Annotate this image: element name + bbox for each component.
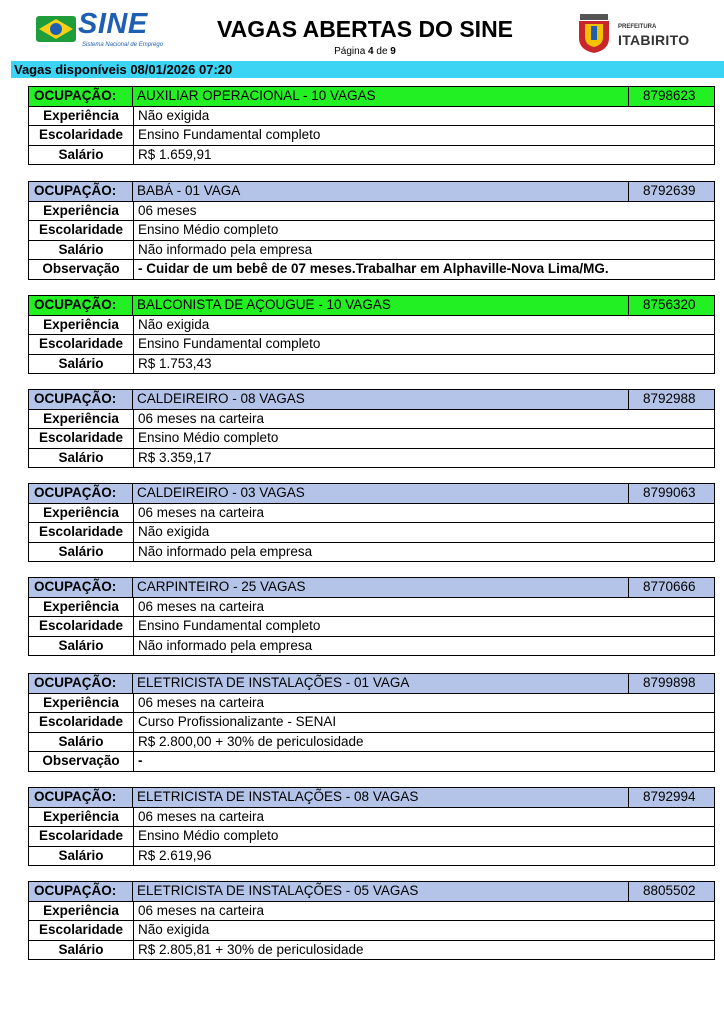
salary-row	[29, 354, 714, 374]
job-card	[28, 86, 715, 165]
occupation-title: ELETRICISTA DE INSTALAÇÕES - 08 VAGAS	[137, 789, 419, 804]
education-row	[29, 334, 714, 354]
experience-row	[29, 201, 714, 221]
observation-value: - Cuidar de um bebê de 07 meses.Trabalhar em Alphaville-Nova Lima/MG.	[138, 261, 609, 277]
experience-value: Não exigida	[138, 316, 210, 332]
salary-label: Salário	[29, 733, 134, 752]
occupation-title: BABÁ - 01 VAGA	[137, 183, 241, 198]
experience-label: Experiência	[29, 902, 134, 921]
education-value: Ensino Médio completo	[138, 222, 279, 238]
education-row	[29, 220, 714, 240]
job-code: 8799063	[628, 484, 714, 503]
salary-label: Salário	[29, 355, 134, 374]
experience-label: Experiência	[29, 694, 134, 713]
salary-label: Salário	[29, 146, 134, 165]
job-header-row	[29, 87, 714, 106]
salary-value: Não informado pela empresa	[138, 241, 313, 257]
occupation-label: OCUPAÇÃO:	[29, 87, 133, 106]
experience-value: 06 meses na carteira	[138, 504, 265, 520]
education-row	[29, 522, 714, 542]
occupation-title: CARPINTEIRO - 25 VAGAS	[137, 579, 306, 594]
observation-label: Observação	[29, 260, 134, 279]
education-row	[29, 428, 714, 448]
experience-value: 06 meses na carteira	[138, 902, 265, 918]
education-label: Escolaridade	[29, 335, 134, 354]
education-value: Ensino Fundamental completo	[138, 618, 321, 634]
job-code: 8798623	[628, 87, 714, 106]
salary-label: Salário	[29, 847, 134, 866]
experience-label: Experiência	[29, 107, 134, 126]
occupation-label: OCUPAÇÃO:	[29, 788, 133, 807]
occupation-label: OCUPAÇÃO:	[29, 390, 133, 409]
sine-logo-text: SINE	[78, 8, 148, 40]
job-header-row	[29, 788, 714, 807]
experience-value: 06 meses na carteira	[138, 808, 265, 824]
job-code: 8792994	[628, 788, 714, 807]
sine-logo-subtitle: Sistema Nacional de Emprego	[82, 42, 164, 48]
education-label: Escolaridade	[29, 617, 134, 636]
education-value: Não exigida	[138, 922, 210, 938]
prefeitura-logo	[574, 12, 694, 54]
salary-row	[29, 636, 714, 656]
page-header	[0, 0, 724, 60]
job-card	[28, 577, 715, 656]
experience-row	[29, 409, 714, 429]
education-value: Ensino Fundamental completo	[138, 336, 321, 352]
job-code: 8770666	[628, 578, 714, 597]
job-header-row	[29, 182, 714, 201]
salary-label: Salário	[29, 543, 134, 562]
education-row	[29, 920, 714, 940]
education-label: Escolaridade	[29, 523, 134, 542]
occupation-title: AUXILIAR OPERACIONAL - 10 VAGAS	[137, 88, 376, 103]
salary-label: Salário	[29, 241, 134, 260]
job-card	[28, 787, 715, 866]
job-card	[28, 881, 715, 960]
occupation-label: OCUPAÇÃO:	[29, 296, 133, 315]
occupation-label: OCUPAÇÃO:	[29, 674, 133, 693]
job-header-row	[29, 390, 714, 409]
occupation-label: OCUPAÇÃO:	[29, 882, 133, 901]
salary-row	[29, 448, 714, 468]
education-value: Ensino Médio completo	[138, 828, 279, 844]
job-code: 8792988	[628, 390, 714, 409]
availability-date-bar: Vagas disponíveis 08/01/2026 07:20	[11, 61, 724, 78]
observation-row	[29, 259, 714, 279]
brazil-flag-icon	[36, 12, 76, 46]
education-row	[29, 616, 714, 636]
education-label: Escolaridade	[29, 827, 134, 846]
salary-row	[29, 240, 714, 260]
education-value: Ensino Fundamental completo	[138, 127, 321, 143]
job-card	[28, 483, 715, 562]
education-row	[29, 125, 714, 145]
sine-logo	[36, 10, 166, 54]
experience-row	[29, 693, 714, 713]
education-label: Escolaridade	[29, 126, 134, 145]
salary-row	[29, 846, 714, 866]
page-title: VAGAS ABERTAS DO SINE	[216, 16, 514, 42]
salary-value: R$ 3.359,17	[138, 449, 212, 465]
occupation-title: CALDEIREIRO - 03 VAGAS	[137, 485, 305, 500]
salary-value: R$ 1.659,91	[138, 146, 212, 162]
experience-row	[29, 315, 714, 335]
salary-value: Não informado pela empresa	[138, 543, 313, 559]
occupation-title: ELETRICISTA DE INSTALAÇÕES - 01 VAGA	[137, 675, 410, 690]
education-row	[29, 826, 714, 846]
salary-value: R$ 2.800,00 + 30% de periculosidade	[138, 733, 364, 749]
salary-label: Salário	[29, 637, 134, 656]
job-header-row	[29, 674, 714, 693]
salary-label: Salário	[29, 941, 134, 960]
job-card	[28, 295, 715, 374]
experience-row	[29, 597, 714, 617]
job-header-row	[29, 882, 714, 901]
salary-value: R$ 2.805,81 + 30% de periculosidade	[138, 941, 364, 957]
experience-label: Experiência	[29, 598, 134, 617]
salary-row	[29, 732, 714, 752]
experience-row	[29, 503, 714, 523]
salary-row	[29, 940, 714, 960]
education-label: Escolaridade	[29, 713, 134, 732]
occupation-label: OCUPAÇÃO:	[29, 484, 133, 503]
experience-label: Experiência	[29, 202, 134, 221]
job-card	[28, 389, 715, 468]
observation-label: Observação	[29, 752, 134, 771]
salary-row	[29, 145, 714, 165]
occupation-label: OCUPAÇÃO:	[29, 182, 133, 201]
experience-row	[29, 807, 714, 827]
job-code: 8792639	[628, 182, 714, 201]
experience-value: 06 meses na carteira	[138, 410, 265, 426]
occupation-title: CALDEIREIRO - 08 VAGAS	[137, 391, 305, 406]
salary-label: Salário	[29, 449, 134, 468]
job-header-row	[29, 484, 714, 503]
prefeitura-label: PREFEITURA	[618, 24, 657, 30]
education-label: Escolaridade	[29, 429, 134, 448]
experience-label: Experiência	[29, 504, 134, 523]
experience-value: 06 meses na carteira	[138, 694, 265, 710]
experience-label: Experiência	[29, 808, 134, 827]
experience-row	[29, 901, 714, 921]
experience-value: 06 meses na carteira	[138, 598, 265, 614]
job-code: 8756320	[628, 296, 714, 315]
job-card	[28, 181, 715, 280]
job-header-row	[29, 296, 714, 315]
occupation-title: BALCONISTA DE AÇOUGUE - 10 VAGAS	[137, 297, 391, 312]
education-label: Escolaridade	[29, 221, 134, 240]
job-card	[28, 673, 715, 772]
experience-label: Experiência	[29, 316, 134, 335]
education-value: Curso Profissionalizante - SENAI	[138, 714, 337, 730]
observation-row	[29, 751, 714, 771]
experience-label: Experiência	[29, 410, 134, 429]
education-label: Escolaridade	[29, 921, 134, 940]
occupation-title: ELETRICISTA DE INSTALAÇÕES - 05 VAGAS	[137, 883, 419, 898]
experience-value: Não exigida	[138, 107, 210, 123]
experience-value: 06 meses	[138, 202, 197, 218]
page-number: Página 4 de 9	[334, 46, 396, 57]
salary-value: Não informado pela empresa	[138, 637, 313, 653]
job-header-row	[29, 578, 714, 597]
city-name: ITABIRITO	[618, 32, 690, 48]
experience-row	[29, 106, 714, 126]
education-value: Ensino Médio completo	[138, 430, 279, 446]
salary-row	[29, 542, 714, 562]
observation-value: -	[138, 753, 143, 769]
city-crest-icon	[574, 12, 614, 54]
education-row	[29, 712, 714, 732]
salary-value: R$ 1.753,43	[138, 355, 212, 371]
job-code: 8799898	[628, 674, 714, 693]
occupation-label: OCUPAÇÃO:	[29, 578, 133, 597]
job-code: 8805502	[628, 882, 714, 901]
salary-value: R$ 2.619,96	[138, 847, 212, 863]
education-value: Não exigida	[138, 524, 210, 540]
